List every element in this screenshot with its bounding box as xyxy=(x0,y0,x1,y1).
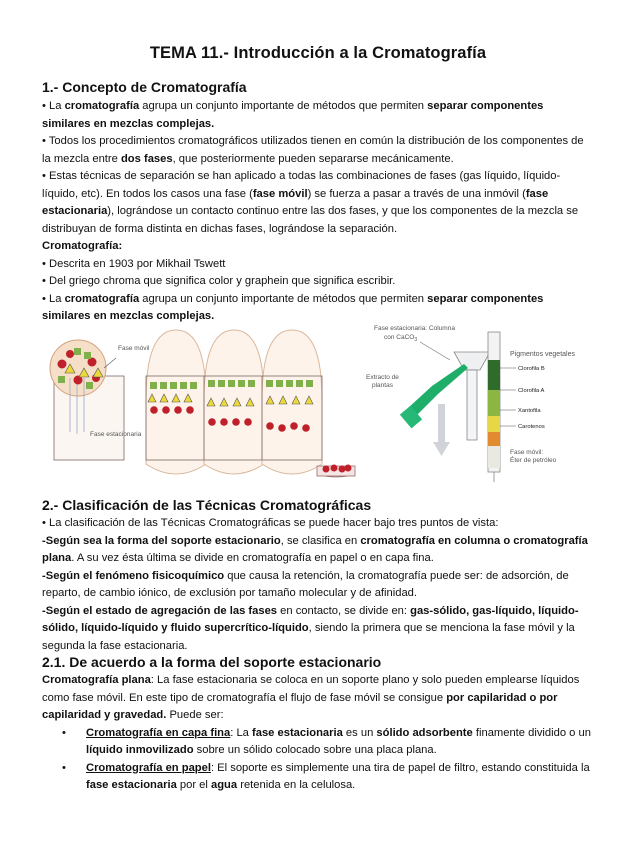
label-columna-2: con CaCO$_3$ xyxy=(384,334,418,343)
section-2-heading: 2.- Clasificación de las Técnicas Cromatográficas xyxy=(42,497,372,513)
list-item: • Cromatografía en papel: El soporte es simplemente una tira de papel de filtro, estando constituida la fase estacionaria por el agua retenida en la celulosa. xyxy=(62,761,590,791)
definition-title: Cromatografía: xyxy=(42,240,123,252)
section-2-1-body xyxy=(42,672,594,795)
page-title: TEMA 11.- Introducción a la Cromatografía xyxy=(149,44,487,62)
bullet-item: • Del griego chroma que significa color y graphein que significa escribir. xyxy=(42,275,396,287)
chromatography-figure xyxy=(40,322,596,490)
bullet-item: • Descrita en 1903 por Mikhail Tswett xyxy=(42,257,226,270)
section-1-heading: 1.- Concepto de Cromatografía xyxy=(42,79,247,95)
label-clorofila-b: Clorofila B xyxy=(518,366,545,372)
label-fase-movil-eter-1: Fase móvil: xyxy=(510,449,544,456)
label-columna-1: Fase estacionaria: Columna xyxy=(374,325,455,332)
figure-svg xyxy=(40,322,596,490)
list-item: • Cromatografía en capa fina: La fase estacionaria es un sólido adsorbente finamente dividido o un líquido inmovilizado sobre un sólido colocado sobre una placa plana. xyxy=(62,726,591,756)
paragraph: • La clasificación de las Técnicas Cromatográficas se puede hacer bajo tres puntos de vista: xyxy=(42,517,499,529)
paragraph: -Según sea la forma del soporte estacionario, se clasifica en cromatografía en columna o cromatografía plana. A su vez ésta última se divide en cromatografía en papel o en capa fina. xyxy=(42,534,588,564)
label-carotenos: Carotenos xyxy=(518,424,545,430)
paragraph: Cromatografía plana: La fase estacionaria se coloca en un soporte plano y solo pueden emplearse líquidos como fase móvil. En este tipo de cromatografía el flujo de fase móvil se consigue por capilaridad o por capilaridad y gravedad. Puede ser: xyxy=(42,674,580,721)
paragraph: -Según el fenómeno fisicoquímico que causa la retención, la cromatografía puede ser: de adsorción, de reparto, de cambio iónico, de exclusión por tamaño molecular y de afinidad. xyxy=(42,569,569,599)
label-xantofila: Xantofila xyxy=(518,408,541,414)
label-clorofila-a: Clorofila A xyxy=(518,388,545,394)
column-diagram xyxy=(366,325,575,482)
paragraph: • La cromatografía agrupa un conjunto importante de métodos que permiten separar componentes similares en mezclas complejas. xyxy=(42,292,544,322)
paragraph: -Según el estado de agregación de las fases en contacto, se divide en: gas-sólido, gas-líquido, líquido-sólido, líquido-líquido y fluido supercrítico-líquido, siendo la primera que se menciona la fase móvil y la segunda la fase estacionaria. xyxy=(42,604,579,652)
bullet-icon: • xyxy=(62,726,66,739)
plate-diagram xyxy=(50,340,150,460)
separation-stages xyxy=(146,330,355,477)
paragraph: • Estas técnicas de separación se han aplicado a todas las combinaciones de fases (gas líquido, líquido-líquido, etc). En todos los casos una fase (fase móvil) se fuerza a pasar a través de una inmóvil (fase estacionaria), lográndose un contacto continuo entre las dos fases, y que los componentes de la mezcla se distribuyan de forma distinta en dichas fases, lográndose la separación. xyxy=(42,170,579,235)
label-fase-movil: Fase móvil xyxy=(118,345,150,352)
label-fase-movil-eter-2: Éter de petróleo xyxy=(510,457,557,464)
section-2-1-heading: 2.1. De acuerdo a la forma del soporte estacionario xyxy=(42,654,382,670)
section-2-body xyxy=(42,515,594,655)
bullet-icon: • xyxy=(62,761,66,774)
paragraph: • La cromatografía agrupa un conjunto importante de métodos que permiten separar componentes similares en mezclas complejas. xyxy=(42,100,544,130)
label-extracto-2: plantas xyxy=(372,382,393,389)
label-pigmentos: Pigmentos vegetales xyxy=(510,351,575,358)
section-1-body xyxy=(42,98,594,326)
paragraph: • Todos los procedimientos cromatográficos utilizados tienen en común la distribución de los componentes de la mezcla entre dos fases, que posteriormente pueden separarse mecánicamente. xyxy=(42,135,584,165)
label-fase-estacionaria: Fase estacionaria xyxy=(90,431,142,438)
label-extracto-1: Extracto de xyxy=(366,374,399,381)
